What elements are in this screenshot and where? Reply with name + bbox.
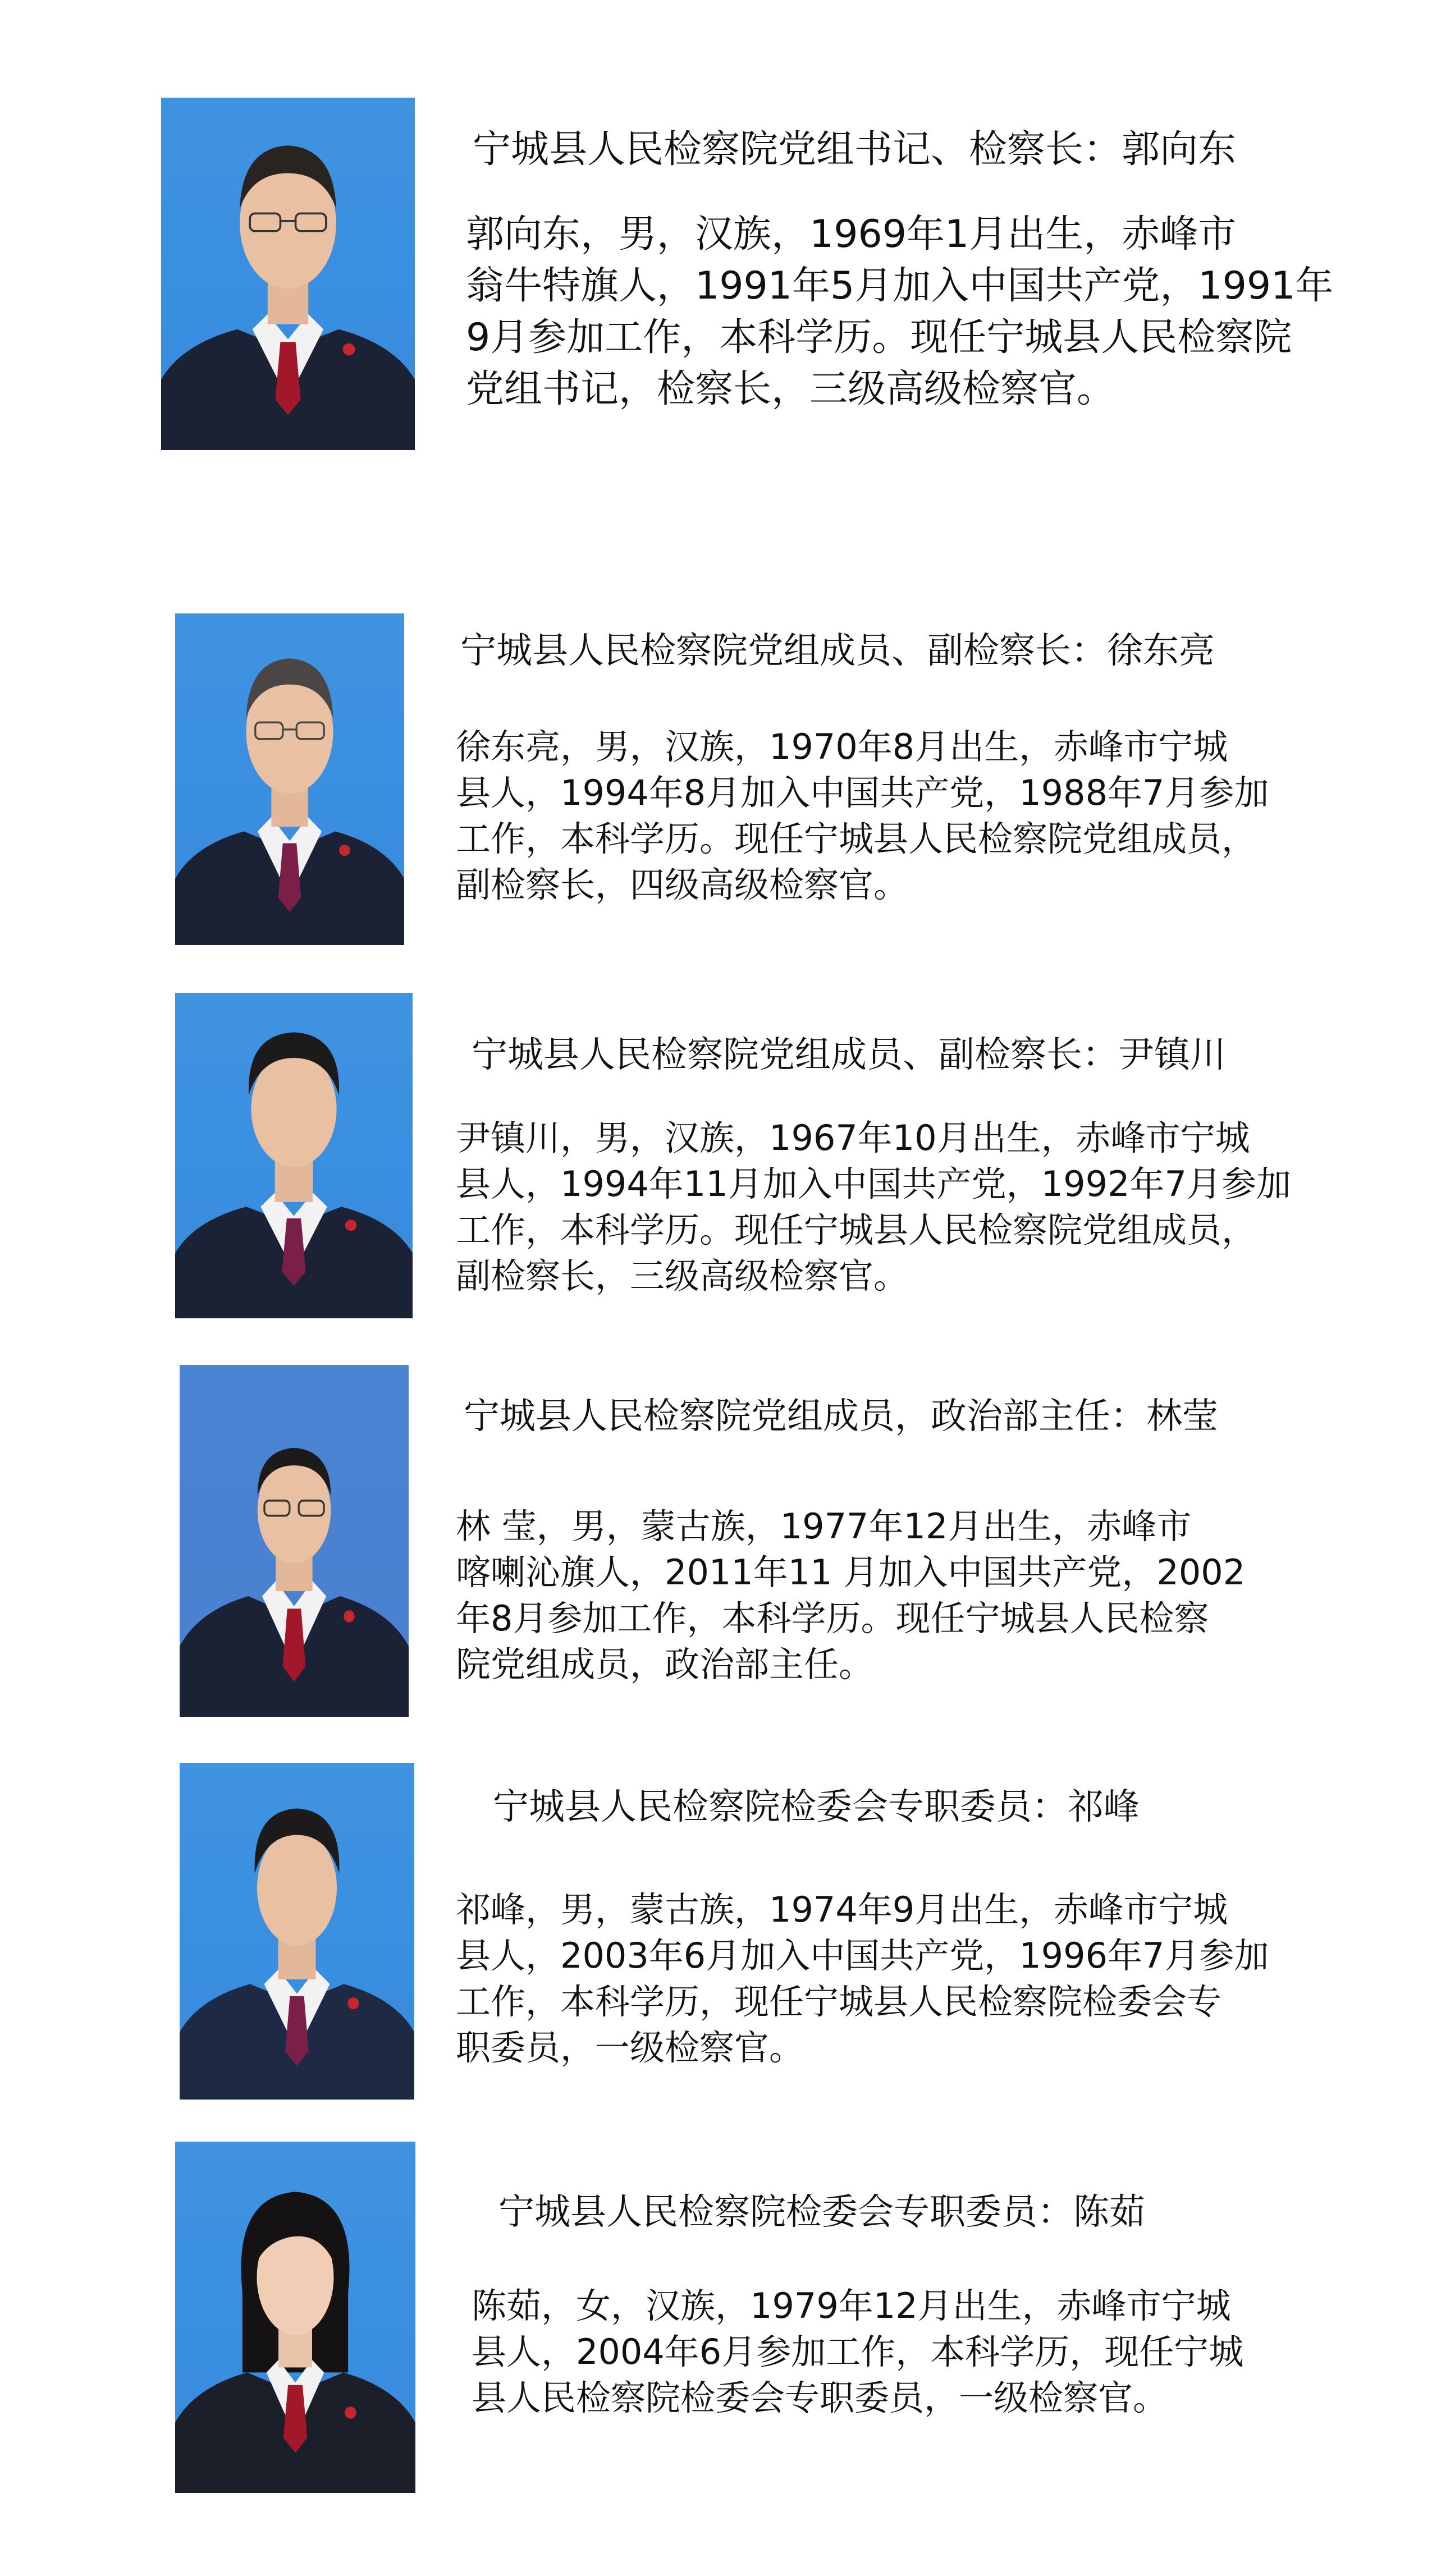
bio-line: 县人，2003年6月加入中国共产党，1996年7月参加 <box>456 1935 1269 1976</box>
portrait-photo <box>175 2142 415 2493</box>
bio-line: 院党组成员，政治部主任。 <box>456 1644 874 1685</box>
portrait-photo <box>180 1365 409 1717</box>
biography <box>472 2283 1243 2421</box>
bio-line: 陈茹，女，汉族，1979年12月出生，赤峰市宁城 <box>472 2285 1231 2326</box>
bio-line: 工作，本科学历，现任宁城县人民检察院检委会专 <box>456 1981 1222 2022</box>
portrait-photo <box>180 1763 414 2100</box>
portrait-photo <box>175 993 413 1318</box>
biography <box>456 1115 1291 1299</box>
position-title: 宁城县人民检察院党组成员、副检察长：尹镇川 <box>472 1034 1226 1076</box>
bio-line: 祁峰，男，蒙古族，1974年9月出生，赤峰市宁城 <box>456 1889 1228 1930</box>
position-title: 宁城县人民检察院党组成员、副检察长：徐东亮 <box>460 630 1215 672</box>
bio-line: 副检察长，四级高级检察官。 <box>456 864 909 905</box>
biography <box>456 1887 1269 2071</box>
bio-line: 县人，2004年6月参加工作，本科学历，现任宁城 <box>472 2331 1244 2372</box>
portrait-photo <box>161 98 415 450</box>
position-title: 宁城县人民检察院检委会专职委员：陈茹 <box>498 2192 1145 2233</box>
bio-line: 副检察长，三级高级检察官。 <box>456 1255 909 1296</box>
bio-line: 职委员，一级检察官。 <box>456 2027 804 2068</box>
bio-line: 尹镇川，男，汉族，1967年10月出生，赤峰市宁城 <box>456 1117 1250 1158</box>
bio-line: 工作，本科学历。现任宁城县人民检察院党组成员， <box>456 1209 1257 1250</box>
biography <box>466 209 1333 415</box>
biography <box>456 1504 1245 1688</box>
bio-line: 工作，本科学历。现任宁城县人民检察院党组成员， <box>456 818 1257 859</box>
position-title: 宁城县人民检察院检委会专职委员：祁峰 <box>493 1786 1140 1828</box>
bio-line: 9月参加工作，本科学历。现任宁城县人民检察院 <box>466 315 1292 360</box>
position-title: 宁城县人民检察院党组书记、检察长：郭向东 <box>473 127 1237 172</box>
bio-line: 喀喇沁旗人，2011年11 月加入中国共产党，2002 <box>456 1552 1246 1593</box>
bio-line: 县人，1994年11月加入中国共产党，1992年7月参加 <box>456 1163 1291 1204</box>
bio-line: 年8月参加工作，本科学历。现任宁城县人民检察 <box>456 1598 1209 1639</box>
biography <box>456 724 1269 908</box>
bio-line: 县人，1994年8月加入中国共产党，1988年7月参加 <box>456 772 1269 813</box>
bio-line: 县人民检察院检委会专职委员，一级检察官。 <box>472 2377 1168 2418</box>
bio-line: 党组书记，检察长，三级高级检察官。 <box>466 367 1115 411</box>
position-title: 宁城县人民检察院党组成员，政治部主任：林莹 <box>464 1396 1218 1437</box>
portrait-photo <box>175 613 404 945</box>
bio-line: 徐东亮，男，汉族，1970年8月出生，赤峰市宁城 <box>456 726 1228 767</box>
bio-line: 林 莹，男，蒙古族，1977年12月出生，赤峰市 <box>456 1506 1192 1547</box>
bio-line: 郭向东，男，汉族，1969年1月出生，赤峰市 <box>466 212 1237 256</box>
bio-line: 翁牛特旗人，1991年5月加入中国共产党，1991年 <box>466 264 1334 308</box>
